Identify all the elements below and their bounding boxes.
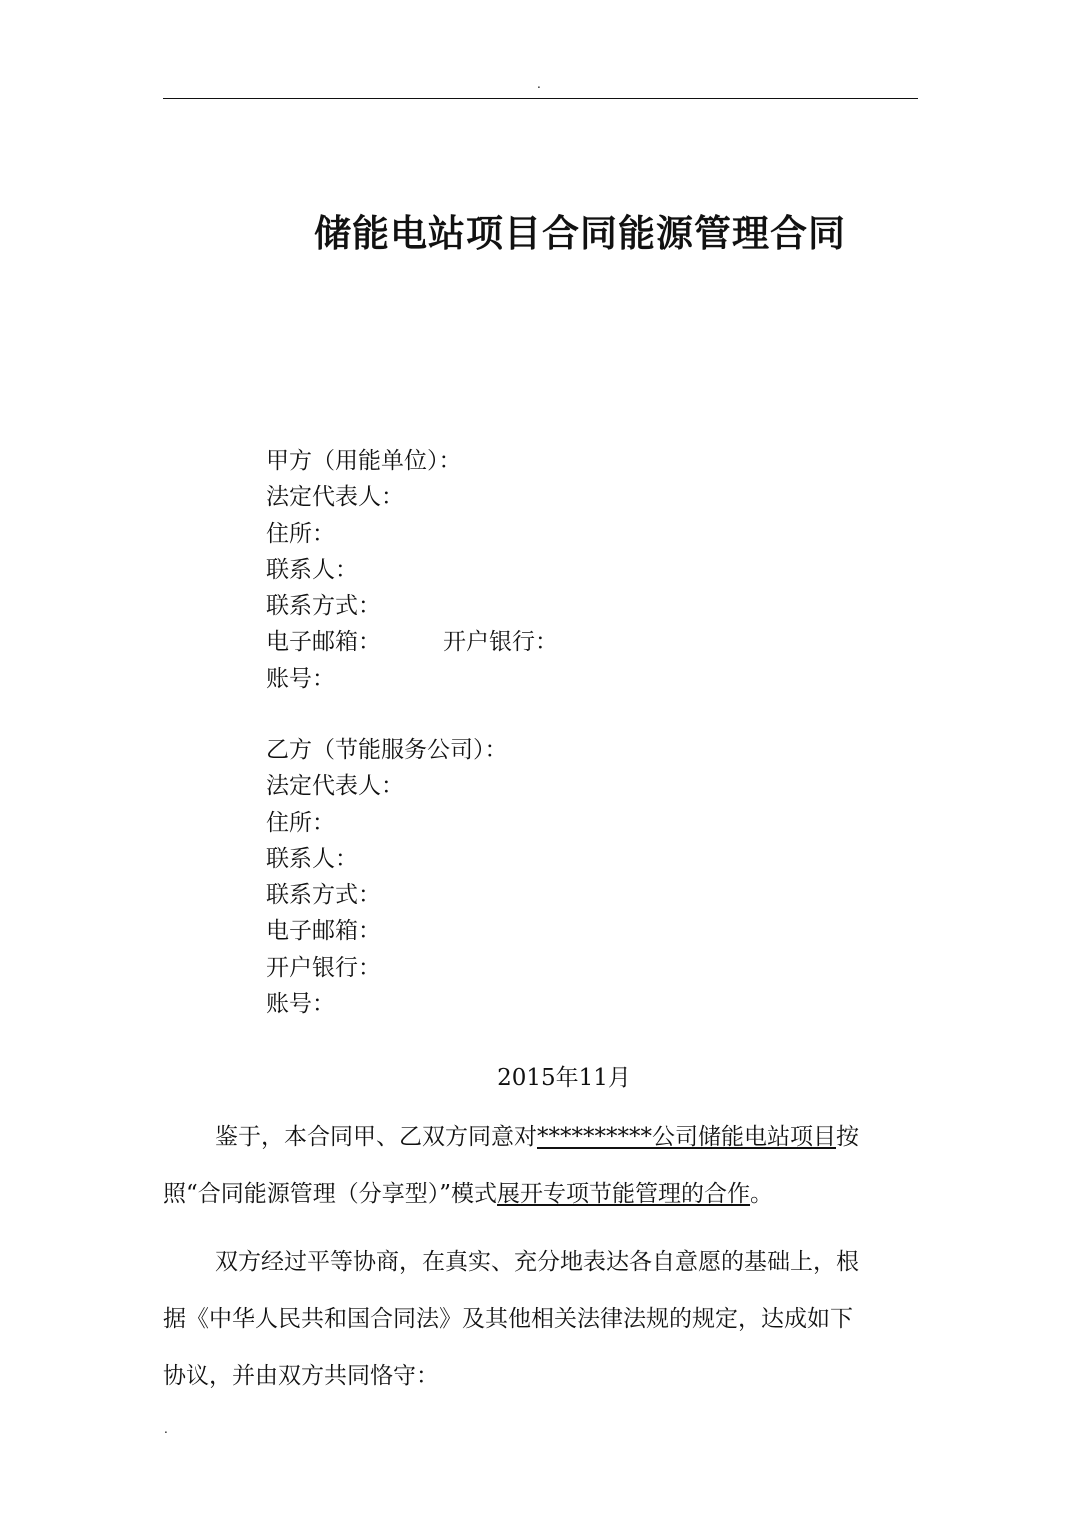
document-title: 储能电站项目合同能源管理合同 xyxy=(314,212,846,255)
paragraph-line xyxy=(163,1109,923,1166)
text-run: 。 xyxy=(750,1181,774,1207)
party-b-contact: 联系人： xyxy=(266,845,358,872)
text-run: 照“合同能源管理（分享型）”模式 xyxy=(163,1181,498,1207)
contract-date: 2015年11月 xyxy=(497,1065,631,1091)
paragraph-line xyxy=(163,1166,923,1223)
paragraph-line: 双方经过平等协商，在真实、充分地表达各自意愿的基础上，根 xyxy=(215,1249,859,1275)
text-run: 鉴于，本合同甲、乙双方同意对 xyxy=(215,1124,537,1150)
party-a-contact-info: 联系方式： xyxy=(266,593,381,620)
paragraph-line: 据《中华人民共和国合同法》及其他相关法律法规的规定，达成如下 xyxy=(163,1306,853,1332)
party-a-account: 账号： xyxy=(266,665,335,692)
cooperation-scope-underlined: 展开专项节能管理的合作 xyxy=(497,1181,751,1207)
party-a-legal-rep: 法定代表人： xyxy=(266,484,404,511)
party-a-block xyxy=(266,443,558,697)
party-b-block xyxy=(266,732,508,1022)
party-b-heading: 乙方（节能服务公司）： xyxy=(266,737,508,763)
party-b-email: 电子邮箱： xyxy=(266,918,381,945)
paragraph-agreement xyxy=(163,1234,923,1405)
party-a-heading: 甲方（用能单位）： xyxy=(266,448,462,474)
party-a-email: 电子邮箱： xyxy=(266,629,381,656)
party-a-email-bank-row xyxy=(266,624,558,660)
party-a-bank: 开户银行： xyxy=(443,629,558,656)
paragraph-whereas xyxy=(163,1109,923,1223)
party-b-address: 住所： xyxy=(266,809,335,836)
text-run: 按 xyxy=(836,1124,859,1150)
party-b-contact-info: 联系方式： xyxy=(266,882,381,909)
party-a-contact: 联系人： xyxy=(266,556,358,583)
footer-dot: . xyxy=(164,1422,168,1436)
party-b-legal-rep: 法定代表人： xyxy=(266,773,404,800)
paragraph-line: 协议，并由双方共同恪守： xyxy=(163,1363,439,1389)
party-b-account: 账号： xyxy=(266,991,335,1018)
party-a-address: 住所： xyxy=(266,520,335,547)
header-dot: . xyxy=(537,77,541,91)
header-rule xyxy=(163,98,918,99)
party-b-bank: 开户银行： xyxy=(266,954,381,981)
project-name-underlined: **********公司储能电站项目 xyxy=(537,1124,836,1150)
